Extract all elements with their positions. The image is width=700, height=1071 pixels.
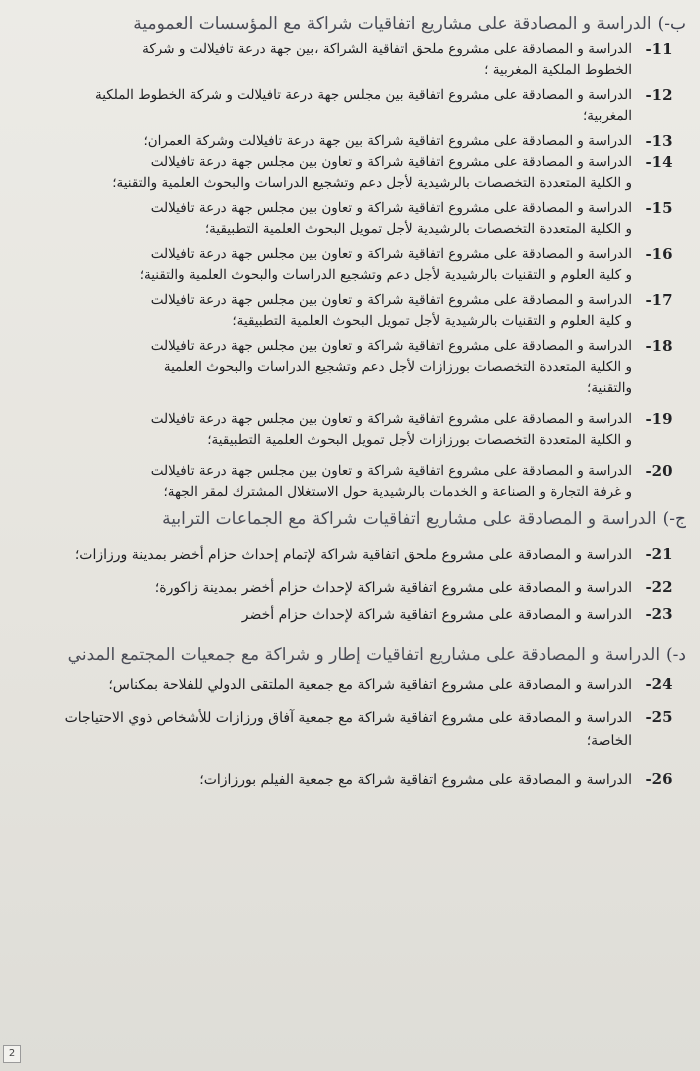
agenda-item-22 (10, 577, 686, 600)
item-number: -26 (645, 770, 673, 788)
agenda-item-26 (10, 769, 686, 792)
item-line: و الكلية المتعددة التخصصات بورزازات لأجل تمويل البحوث العلمية التطبيقية؛ (207, 432, 632, 448)
item-number: -18 (645, 337, 673, 355)
item-number: -21 (645, 545, 673, 563)
item-line: و غرفة التجارة و الصناعة و الخدمات بالرشيدية حول الاستغلال المشترك لمقر الجهة؛ (163, 484, 632, 500)
item-text (10, 769, 632, 792)
section-title: الدراسة و المصادقة على مشاريع اتفاقيات شراكة مع المؤسسات العمومية (133, 14, 652, 34)
item-text (10, 244, 632, 286)
item-number: -19 (645, 410, 673, 428)
section-heading-j (10, 507, 686, 531)
item-line: المغربية؛ (583, 108, 632, 124)
item-line: الدراسة و المصادقة على مشروع اتفاقية شراكة مع جمعية آفاق ورزازات للأشخاص ذوي الاحتياجات (64, 710, 632, 726)
agenda-item-14 (10, 152, 686, 194)
section-marker: د-) (666, 645, 686, 665)
agenda-item-18 (10, 336, 686, 399)
item-number: -24 (645, 675, 673, 693)
item-number: -13 (645, 132, 673, 150)
agenda-item-16 (10, 244, 686, 286)
item-number: -11 (645, 40, 673, 58)
item-line: الدراسة و المصادقة على مشروع اتفاقية شراكة و تعاون بين مجلس جهة درعة تافيلالت (150, 200, 632, 216)
item-text (10, 707, 632, 753)
section-title: الدراسة و المصادقة على مشاريع اتفاقيات شراكة مع الجماعات الترابية (162, 509, 657, 529)
agenda-item-23 (10, 604, 686, 627)
item-number: -15 (645, 199, 673, 217)
item-line: و كلية العلوم و التقنيات بالرشيدية لأجل تمويل البحوث العلمية التطبيقية؛ (232, 313, 632, 329)
section-heading-b (10, 12, 686, 36)
agenda-item-24 (10, 674, 686, 697)
item-line: الدراسة و المصادقة على مشروع اتفاقية شراكة و تعاون بين مجلس جهة درعة تافيلالت (150, 463, 632, 479)
item-line: الدراسة و المصادقة على مشروع اتفاقية شراكة و تعاون بين مجلس جهة درعة تافيلالت (150, 338, 632, 354)
item-line: الدراسة و المصادقة على مشروع اتفاقية شراكة و تعاون بين مجلس جهة درعة تافيلالت (150, 292, 632, 308)
item-line: الدراسة و المصادقة على مشروع اتفاقية شراكة بين جهة درعة تافيلالت وشركة العمران؛ (143, 133, 632, 149)
item-text (10, 152, 632, 194)
item-line: و كلية العلوم و التقنيات بالرشيدية لأجل دعم وتشجيع الدراسات والبحوث العلمية والتقنية؛ (139, 267, 632, 283)
agenda-item-20 (10, 461, 686, 503)
item-line: الخاصة؛ (586, 733, 632, 749)
item-line: و الكلية المتعددة التخصصات بورزازات لأجل دعم وتشجيع الدراسات والبحوث العلمية (163, 359, 632, 375)
item-number: -25 (645, 708, 673, 726)
agenda-item-17 (10, 290, 686, 332)
item-text (10, 577, 632, 600)
item-line: الخطوط الملكية المغربية ؛ (484, 62, 632, 78)
item-line: الدراسة و المصادقة على مشروع اتفاقية شراكة لإحداث حزام أخضر (241, 607, 632, 623)
item-text (10, 604, 632, 627)
item-number: -14 (645, 153, 673, 171)
item-text (10, 131, 632, 152)
item-text (10, 544, 632, 567)
item-line: الدراسة و المصادقة على مشروع اتفاقية شراكة و تعاون بين مجلس جهة درعة تافيلالت (150, 246, 632, 262)
item-text (10, 198, 632, 240)
item-line: الدراسة و المصادقة على مشروع اتفاقية شراكة و تعاون بين مجلس جهة درعة تافيلالت (150, 411, 632, 427)
item-number: -16 (645, 245, 673, 263)
item-text (10, 409, 632, 451)
item-text (10, 674, 632, 697)
item-line: الدراسة و المصادقة على مشروع اتفاقية شراكة مع جمعية الفيلم بورزازات؛ (199, 772, 632, 788)
item-line: الدراسة و المصادقة على مشروع ملحق اتفاقية الشراكة ،بين جهة درعة تافيلالت و شركة (142, 41, 632, 57)
item-number: -17 (645, 291, 673, 309)
agenda-item-21 (10, 544, 686, 567)
item-line: الدراسة و المصادقة على مشروع ملحق اتفاقية شراكة لإتمام إحداث حزام أخضر بمدينة ورزازات؛ (74, 547, 632, 563)
item-number: -23 (645, 605, 673, 623)
item-number: -22 (645, 578, 673, 596)
item-line: الدراسة و المصادقة على مشروع اتفاقية شراكة مع جمعية الملتقى الدولي للفلاحة بمكناس؛ (108, 677, 632, 693)
item-text (10, 39, 632, 81)
section-heading-d (10, 643, 686, 667)
item-number: -20 (645, 462, 673, 480)
item-line: و الكلية المتعددة التخصصات بالرشيدية لأجل تمويل البحوث العلمية التطبيقية؛ (204, 221, 632, 237)
item-text (10, 85, 632, 127)
item-text (10, 290, 632, 332)
page-number: 2 (3, 1045, 21, 1063)
agenda-item-12 (10, 85, 686, 127)
item-text (10, 336, 632, 399)
item-line: الدراسة و المصادقة على مشروع اتفاقية بين مجلس جهة درعة تافيلالت و شركة الخطوط الملكية (95, 87, 632, 103)
agenda-item-19 (10, 409, 686, 451)
section-title: الدراسة و المصادقة على مشاريع اتفاقيات إطار و شراكة مع جمعيات المجتمع المدني (67, 645, 661, 665)
item-number: -12 (645, 86, 673, 104)
agenda-item-11 (10, 39, 686, 81)
section-marker: ج-) (662, 509, 686, 529)
agenda-item-15 (10, 198, 686, 240)
section-marker: ب-) (657, 14, 686, 34)
item-line: الدراسة و المصادقة على مشروع اتفاقية شراكة و تعاون بين مجلس جهة درعة تافيلالت (150, 154, 632, 170)
item-text (10, 461, 632, 503)
item-line: الدراسة و المصادقة على مشروع اتفاقية شراكة لإحداث حزام أخضر بمدينة زاكورة؛ (154, 580, 632, 596)
item-line: والتقنية؛ (587, 380, 632, 396)
agenda-item-13 (10, 131, 686, 152)
item-line: و الكلية المتعددة التخصصات بالرشيدية لأجل دعم وتشجيع الدراسات والبحوث العلمية والتقنية؛ (112, 175, 632, 191)
agenda-item-25 (10, 707, 686, 753)
